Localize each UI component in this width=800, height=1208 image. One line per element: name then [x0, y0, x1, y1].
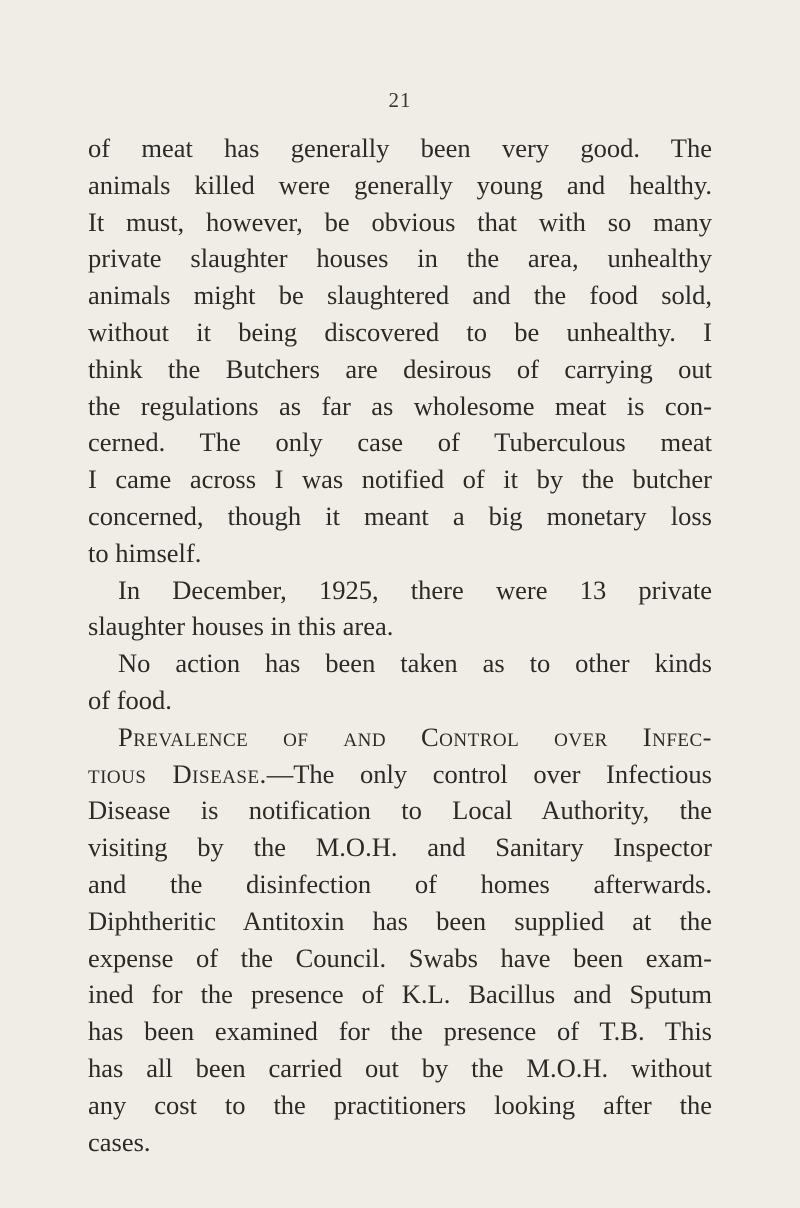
- text-line: cerned. The only case of Tuberculous meat: [88, 427, 712, 458]
- text-line: I came across I was notified of it by the butcher: [88, 464, 712, 495]
- section-heading-continued: tious Disease.: [88, 758, 267, 789]
- text-line: think the Butchers are desirous of carrying out: [88, 353, 712, 384]
- text-line: animals killed were generally young and healthy.: [88, 169, 712, 200]
- text-line: slaughter houses in this area.: [88, 611, 394, 642]
- text-line: has been examined for the presence of T.B. This: [88, 1016, 712, 1047]
- text-line: of food.: [88, 684, 172, 715]
- text-line: has all been carried out by the M.O.H. without: [88, 1052, 712, 1083]
- text-line: private slaughter houses in the area, unhealthy: [88, 243, 712, 274]
- text-line: any cost to the practitioners looking after the: [88, 1089, 712, 1120]
- text-line: expense of the Council. Swabs have been exam-: [88, 942, 712, 973]
- text-line: Diphtheritic Antitoxin has been supplied at the: [88, 905, 712, 936]
- page-number: 21: [388, 88, 412, 112]
- text-line: [88, 756, 712, 793]
- text-line: without it being discovered to be unhealthy. I: [88, 316, 712, 347]
- text-line: of meat has generally been very good. The: [88, 133, 712, 163]
- text-line: visiting by the M.O.H. and Sanitary Inspector: [88, 832, 712, 863]
- text-line: ined for the presence of K.L. Bacillus and Sputum: [88, 979, 712, 1010]
- text-line: In December, 1925, there were 13 private: [118, 574, 712, 605]
- section-heading: Prevalence of and Control over Infec-: [118, 721, 712, 752]
- text-line: the regulations as far as wholesome meat is con-: [88, 390, 712, 421]
- text-fragment: —The only control over Infectious: [266, 758, 712, 789]
- body-text: [88, 130, 712, 1160]
- text-line: concerned, though it meant a big monetary loss: [88, 500, 712, 531]
- text-line: Disease is notification to Local Authority, the: [88, 795, 712, 826]
- text-line: No action has been taken as to other kinds: [118, 648, 712, 679]
- text-line: to himself.: [88, 537, 202, 568]
- text-line: It must, however, be obvious that with so many: [88, 206, 712, 237]
- text-line: and the disinfection of homes afterwards.: [88, 868, 712, 899]
- text-line: animals might be slaughtered and the food sold,: [88, 280, 712, 311]
- text-line: cases.: [88, 1126, 151, 1157]
